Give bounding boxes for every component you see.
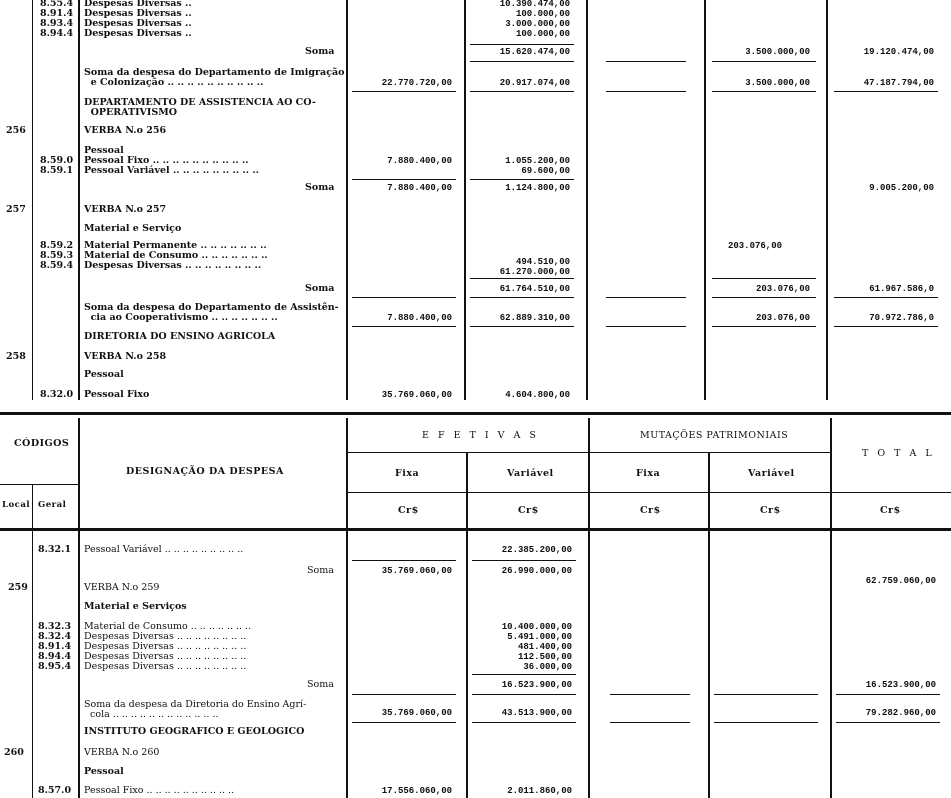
sum-rule (472, 694, 576, 695)
sum-rule (352, 722, 456, 723)
verba-label: VERBA N.o 258 (84, 351, 167, 362)
fixa-value: 7.880.400,00 (387, 156, 452, 166)
soma-total: 61.967.586,0 (869, 284, 934, 294)
sum-rule (472, 722, 576, 723)
department-sum-label: Soma da despesa do Departamento de Assistên- cia ao Cooperativismo .. .. .. .. .. .. .. (84, 302, 339, 323)
soma-label: Soma (305, 182, 335, 193)
department-sum-fixa: 22.770.720,00 (381, 78, 452, 88)
code-cell: 8.32.0 (40, 389, 74, 400)
soma-total: 16.523.900,00 (865, 680, 936, 690)
variavel-value: 2.011.860,00 (507, 786, 572, 796)
department-sum-variavel: 20.917.074,00 (499, 78, 570, 88)
subtotal-rule (472, 674, 576, 675)
variavel-value: 4.604.800,00 (505, 390, 570, 400)
department-sum-total: 79.282.960,00 (865, 708, 936, 718)
subtotal-rule (472, 560, 576, 561)
verba-local-code: 258 (6, 351, 26, 362)
header-currency: Cr$ (398, 505, 419, 516)
description-cell: Pessoal Variável .. .. .. .. .. .. .. .. .. (84, 544, 244, 555)
header-mutacao-variavel: Variável (748, 468, 795, 479)
sum-rule (714, 694, 818, 695)
subtotal-rule (352, 560, 456, 561)
description-cell: Pessoal Fixo (84, 389, 150, 400)
description-cell: Material Permanente .. .. .. .. .. .. .. Material de Consumo .. .. .. .. .. .. .. Despesas Diversas .. .. .. .. .. .. .. .. (84, 240, 268, 271)
sum-rule (836, 722, 940, 723)
header-rule-fixa (466, 452, 468, 798)
verba-label: VERBA N.o 257 (84, 204, 167, 215)
header-rule-efetivas (588, 418, 590, 798)
sum-rule (610, 694, 690, 695)
header-total: T O T A L (862, 448, 935, 459)
fixa-value: 35.769.060,00 (381, 390, 452, 400)
verba-local-code: 260 (4, 747, 24, 758)
subgroup-label: Material e Serviços (84, 601, 187, 612)
header-currency: Cr$ (640, 505, 661, 516)
header-bottom-rule (0, 528, 951, 531)
soma-label: Soma (305, 283, 335, 294)
verba-label: VERBA N.o 260 (84, 747, 160, 758)
soma-mutacao-fixa: 203.076,00 (755, 284, 810, 294)
soma-variavel: 15.620.474,00 (499, 47, 570, 57)
header-variavel: Variável (507, 468, 554, 479)
header-currency: Cr$ (518, 505, 539, 516)
header-rule (346, 492, 951, 493)
header-rule (0, 484, 78, 485)
soma-fixa: 35.769.060,00 (381, 566, 452, 576)
sum-rule (610, 722, 690, 723)
verba-local-code: 257 (6, 204, 26, 215)
department-sum-mutacao-fixa: 3.500.000,00 (745, 78, 810, 88)
department-sum-fixa: 35.769.060,00 (381, 708, 452, 718)
department-sum-variavel: 43.513.900,00 (501, 708, 572, 718)
verba-label: VERBA N.o 256 (84, 125, 167, 136)
soma-variavel: 61.764.510,00 (499, 284, 570, 294)
header-rule-codigos (78, 418, 80, 798)
department-sum-variavel: 62.889.310,00 (499, 313, 570, 323)
header-currency: Cr$ (760, 505, 781, 516)
subgroup-label: Pessoal (84, 766, 124, 777)
sum-rule (714, 722, 818, 723)
soma-total: 9.005.200,00 (869, 183, 934, 193)
code-cell: 8.32.1 (38, 544, 72, 555)
mutacao-fixa-value: 203.076,00 (727, 241, 782, 251)
variavel-values: 1.055.200,00 69.600,00 (505, 156, 570, 176)
department-sum-total: 47.187.794,00 (863, 78, 934, 88)
sum-rule (836, 694, 940, 695)
subgroup-label: Pessoal (84, 145, 124, 156)
header-geral: Geral (38, 500, 67, 510)
header-currency: Cr$ (880, 505, 901, 516)
department-sum-fixa: 7.880.400,00 (387, 313, 452, 323)
variavel-values: 10.390.474,00 100.000,00 3.000.000,00 100.000,00 (499, 0, 570, 39)
subgroup-label: Material e Serviço (84, 223, 182, 234)
verba-local-code: 259 (8, 582, 28, 593)
header-rule-local (32, 484, 33, 798)
soma-variavel: 26.990.000,00 (501, 566, 572, 576)
header-local: Local (2, 500, 31, 510)
header-rule-designacao (346, 418, 348, 798)
code-cell: 8.57.0 (38, 785, 72, 796)
variavel-value: 22.385.200,00 (501, 545, 572, 555)
fixa-value: 17.556.060,00 (381, 786, 452, 796)
department-sum-mutacao-fixa: 203.076,00 (755, 313, 810, 323)
department-title: DEPARTAMENTO DE ASSISTENCIA AO CO- OPERATIVISMO (84, 97, 316, 118)
description-cell: Material de Consumo .. .. .. .. .. .. .. Despesas Diversas .. .. .. .. .. .. .. .. Despesas Diversas .. .. .. .. .. .. .. .. Despesas Diversas .. .. .. .. .. .. .. .. Despesas Diversas .. .. .. .. .. .. .. .. (84, 621, 252, 672)
header-fixa: Fixa (395, 468, 420, 479)
soma-total: 19.120.474,00 (863, 47, 934, 57)
header-efetivas: E F E T I V A S (422, 430, 539, 441)
soma-variavel: 16.523.900,00 (501, 680, 572, 690)
soma-total: 62.759.060,00 (865, 576, 936, 586)
description-cell: Pessoal Fixo .. .. .. .. .. .. .. .. .. .. Pessoal Variável .. .. .. .. .. .. .. .. .. (84, 155, 259, 176)
department-title: DIRETORIA DO ENSINO AGRICOLA (84, 331, 276, 342)
department-sum-label: Soma da despesa do Departamento de Imigração e Colonização .. .. .. .. .. .. .. .. .. .. (84, 67, 345, 88)
department-sum-total: 70.972.786,0 (869, 313, 934, 323)
code-cell: 8.59.0 8.59.1 (40, 155, 74, 176)
verba-label: VERBA N.o 259 (84, 582, 160, 593)
header-rule-mfixa (708, 452, 710, 798)
subgroup-label: Pessoal (84, 369, 124, 380)
header-mutacao-fixa: Fixa (636, 468, 661, 479)
header-designacao: DESIGNAÇÃO DA DESPESA (126, 466, 284, 477)
department-title: INSTITUTO GEOGRAFICO E GEOLOGICO (84, 726, 305, 737)
verba-local-code: 256 (6, 125, 26, 136)
variavel-values: 494.510,00 61.270.000,00 (499, 257, 570, 277)
header-mutacoes: MUTAÇÕES PATRIMONIAIS (640, 430, 789, 441)
header-rule-mutacoes (830, 418, 832, 798)
code-cell: 8.32.3 8.32.4 8.91.4 8.94.4 8.95.4 (38, 621, 72, 672)
soma-fixa: 7.880.400,00 (387, 183, 452, 193)
description-cell: Pessoal Fixo .. .. .. .. .. .. .. .. .. .. (84, 785, 235, 796)
soma-label: Soma (305, 46, 335, 57)
description-cell: Despesas Diversas .. Despesas Diversas .. Despesas Diversas .. Despesas Diversas .. (84, 0, 192, 39)
sum-rule (352, 694, 456, 695)
header-codigos: CÓDIGOS (14, 438, 70, 449)
soma-label: Soma (307, 565, 334, 576)
department-sum-label: Soma da despesa da Diretoria do Ensino Agrí- cola .. .. .. .. .. .. .. .. .. .. .. .. (84, 699, 307, 720)
code-cell: 8.55.4 8.91.4 8.93.4 8.94.4 (40, 0, 74, 39)
variavel-values: 10.400.000,00 5.491.000,00 481.400,00 112.500,00 36.000,00 (501, 622, 572, 672)
code-cell: 8.59.2 8.59.3 8.59.4 (40, 240, 74, 271)
soma-label: Soma (307, 679, 334, 690)
header-rule (346, 452, 830, 453)
soma-variavel: 1.124.800,00 (505, 183, 570, 193)
soma-mutacao-fixa: 3.500.000,00 (745, 47, 810, 57)
